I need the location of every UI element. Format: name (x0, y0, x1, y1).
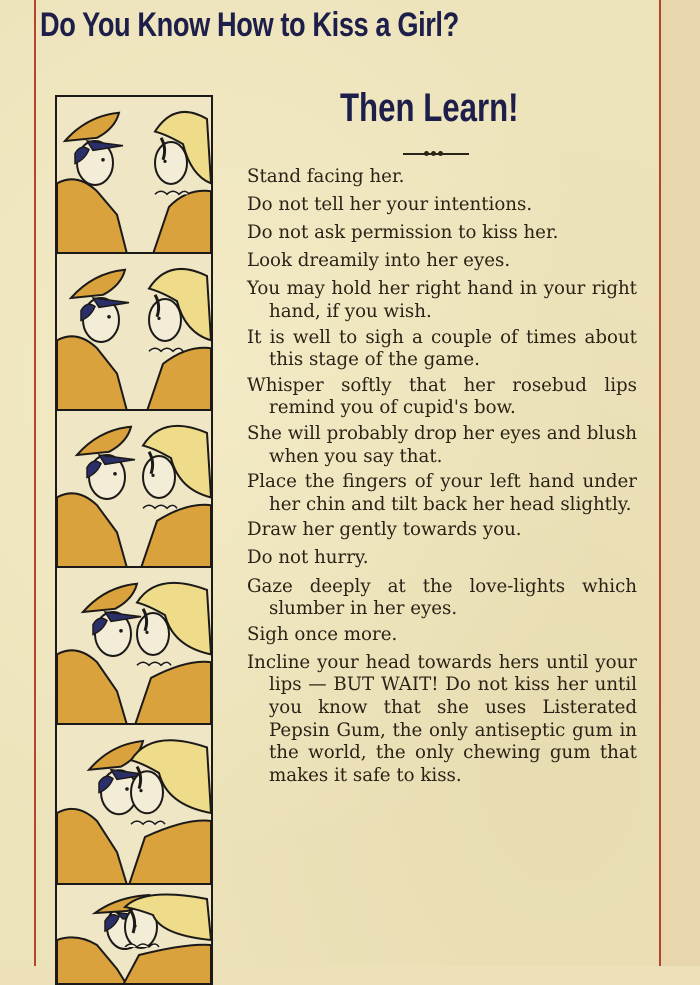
couple-illustration-icon (57, 97, 211, 254)
step-item: Place the fingers of your left hand under her chin and tilt back her head slightly. (247, 471, 637, 515)
step-item: Gaze deeply at the love-lights which slumber in her eyes. (247, 575, 637, 620)
step-item: Incline your head towards hers until your lips — BUT WAIT! Do not kiss her until you know that she uses Listerated Pepsin Gum, the only antiseptic gum in the world, the only chewing gum that makes it safe to kiss. (247, 651, 637, 786)
illustration-strip (55, 95, 213, 975)
step-item: Do not tell her your intentions. (247, 194, 533, 216)
subheadline: Then Learn! (340, 86, 519, 130)
step-item: Look dreamily into her eyes. (247, 250, 511, 272)
couple-illustration-icon (57, 725, 211, 885)
couple-illustration-icon (57, 254, 211, 411)
poster-margin (661, 0, 700, 966)
step-item: Draw her gently towards you. (247, 519, 522, 541)
step-item: Whisper softly that her rosebud lips remind you of cupid's bow. (247, 374, 637, 419)
illustration-panel-lifting-her-chin (55, 409, 213, 568)
ornament-dot (431, 151, 436, 156)
illustration-panel-drawing-her-close (55, 566, 213, 725)
left-red-border-line (34, 0, 36, 966)
instruction-list (247, 166, 637, 793)
illustration-panel-man-and-woman-facing (55, 95, 213, 254)
couple-illustration-icon (57, 568, 211, 725)
ornament-dot (438, 151, 443, 156)
headline: Do You Know How to Kiss a Girl? (40, 6, 459, 44)
illustration-panel-inclining-head (55, 723, 213, 885)
step-item: Sigh once more. (247, 623, 398, 645)
step-item: Do not ask permission to kiss her. (247, 222, 559, 244)
step-item: You may hold her right hand in your right hand, if you wish. (247, 278, 637, 322)
ornament-rule (403, 153, 469, 155)
step-item: Stand facing her. (247, 166, 405, 187)
step-item: She will probably drop her eyes and blush when you say that. (247, 422, 637, 467)
couple-illustration-icon (57, 885, 211, 985)
illustration-panel-looking-into-eyes (55, 252, 213, 411)
step-item: Do not hurry. (247, 547, 369, 569)
step-item: It is well to sigh a couple of times about this stage of the game. (247, 326, 637, 371)
couple-illustration-icon (57, 411, 211, 568)
illustration-panel-about-to-kiss (55, 883, 213, 985)
ornament-dot (424, 151, 429, 156)
